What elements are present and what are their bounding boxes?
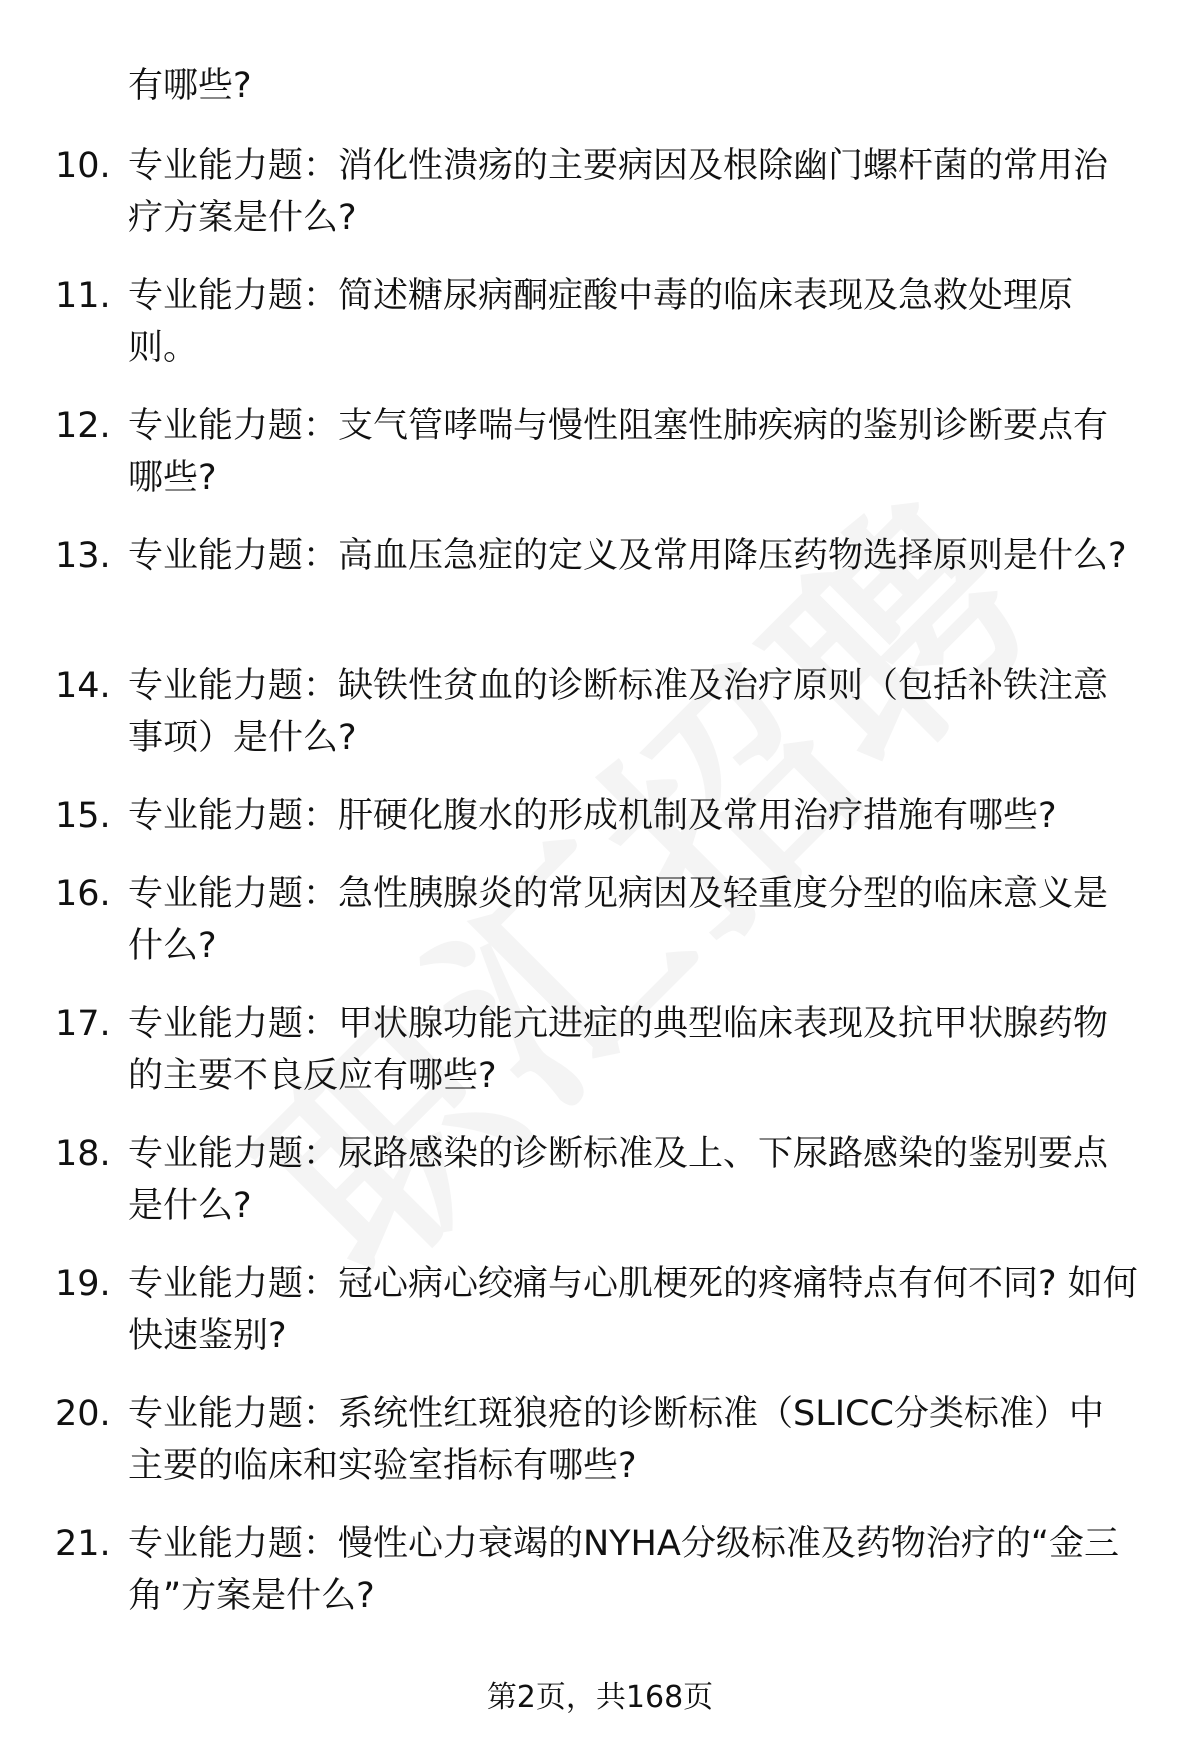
list-item xyxy=(0,270,1200,400)
question-number: 16. xyxy=(55,874,111,914)
question-list xyxy=(0,140,1200,1648)
question-number: 19. xyxy=(55,1264,111,1304)
page-footer: 第2页，共168页 xyxy=(486,1680,714,1715)
question-number: 17. xyxy=(55,1004,111,1044)
question-number: 10. xyxy=(55,146,111,186)
question-number: 20. xyxy=(55,1394,111,1434)
list-item xyxy=(0,1128,1200,1258)
question-text: 专业能力题：甲状腺功能亢进症的典型临床表现及抗甲状腺药物的主要不良反应有哪些? xyxy=(128,1004,1109,1096)
question-text: 专业能力题：急性胰腺炎的常见病因及轻重度分型的临床意义是什么? xyxy=(128,874,1109,966)
question-number: 15. xyxy=(55,796,111,836)
question-number: 11. xyxy=(55,276,111,316)
question-text: 专业能力题：消化性溃疡的主要病因及根除幽门螺杆菌的常用治疗方案是什么? xyxy=(128,146,1109,238)
question-number: 18. xyxy=(55,1134,111,1174)
question-number: 14. xyxy=(55,666,111,706)
previous-question-continuation: 有哪些? xyxy=(128,66,252,106)
question-text: 专业能力题：慢性心力衰竭的NYHA分级标准及药物治疗的“金三角”方案是什么? xyxy=(128,1524,1119,1616)
question-number: 12. xyxy=(55,406,111,446)
question-text: 专业能力题：尿路感染的诊断标准及上、下尿路感染的鉴别要点是什么? xyxy=(128,1134,1109,1226)
question-number: 21. xyxy=(55,1524,111,1564)
list-item xyxy=(0,998,1200,1128)
question-text: 专业能力题：系统性红斑狼疮的诊断标准（SLICC分类标准）中主要的临床和实验室指标有哪些? xyxy=(128,1394,1104,1486)
question-text: 专业能力题：肝硬化腹水的形成机制及常用治疗措施有哪些? xyxy=(128,796,1057,836)
question-text: 专业能力题：缺铁性贫血的诊断标准及治疗原则（包括补铁注意事项）是什么? xyxy=(128,666,1109,758)
question-text: 专业能力题：简述糖尿病酮症酸中毒的临床表现及急救处理原则。 xyxy=(128,276,1074,368)
list-item xyxy=(0,400,1200,530)
list-item xyxy=(0,530,1200,660)
list-item xyxy=(0,140,1200,270)
list-item xyxy=(0,1388,1200,1518)
list-item xyxy=(0,868,1200,998)
question-text: 专业能力题：高血压急症的定义及常用降压药物选择原则是什么? xyxy=(128,536,1127,576)
question-text: 专业能力题：冠心病心绞痛与心肌梗死的疼痛特点有何不同? 如何快速鉴别? xyxy=(128,1264,1138,1356)
list-item xyxy=(0,790,1200,868)
question-number: 13. xyxy=(55,536,111,576)
list-item xyxy=(0,1258,1200,1388)
list-item xyxy=(0,660,1200,790)
question-text: 专业能力题：支气管哮喘与慢性阻塞性肺疾病的鉴别诊断要点有哪些? xyxy=(128,406,1109,498)
list-item xyxy=(0,1518,1200,1648)
